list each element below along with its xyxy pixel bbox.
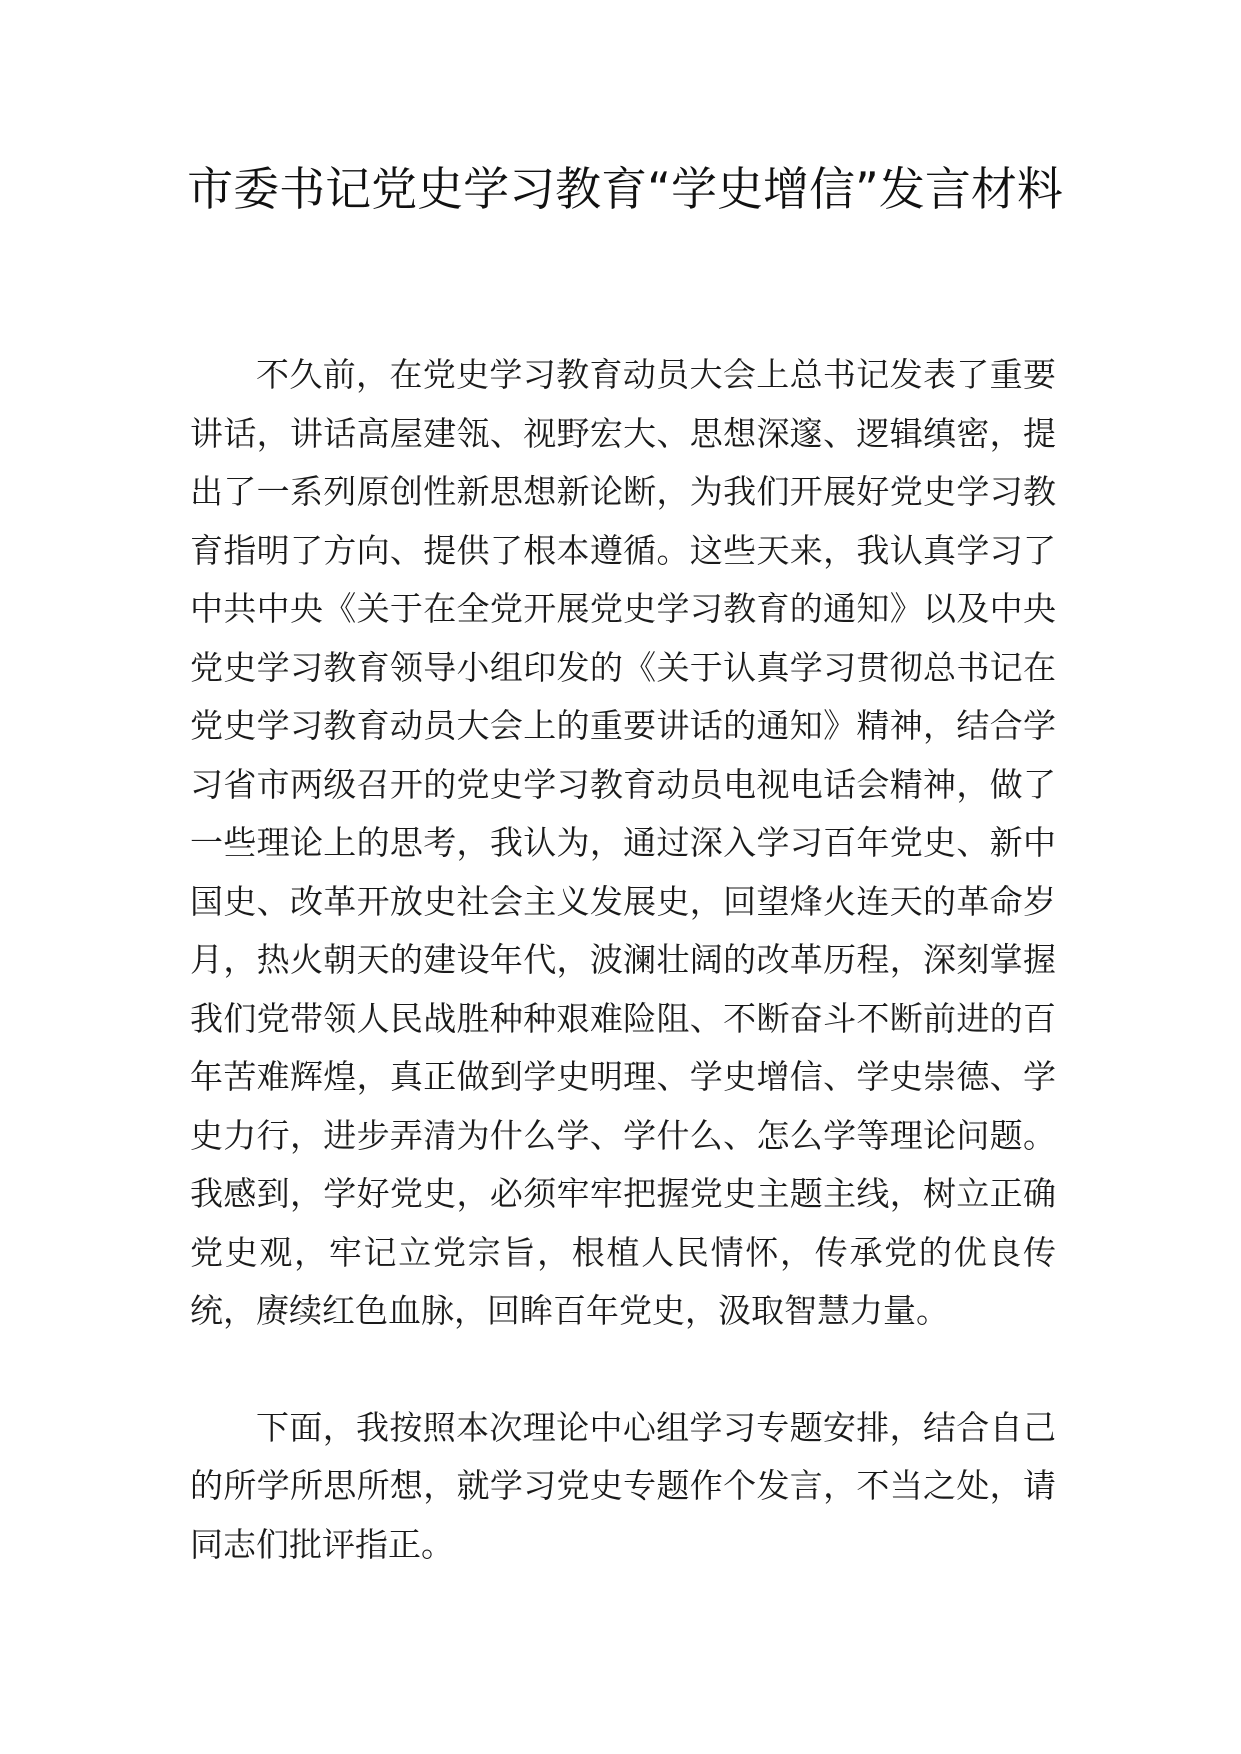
body-paragraph-2: 下面，我按照本次理论中心组学习专题安排，结合自己的所学所思所想，就学习党史专题作个发言，不当之处，请同志们批评指正。 (190, 1407, 1056, 1564)
document-title: 市委书记党史学习教育“学史增信”发言材料 (187, 162, 1063, 216)
document-body (190, 346, 1056, 1574)
body-paragraph-1: 不久前，在党史学习教育动员大会上总书记发表了重要讲话，讲话高屋建瓴、视野宏大、思想深邃、逻辑缜密，提出了一系列原创性新思想新论断，为我们开展好党史学习教育指明了方向、提供了根本遵循。这些天来，我认真学习了中共中央《关于在全党开展党史学习教育的通知》以及中央党史学习教育领导小组印发的《关于认真学习贯彻总书记在党史学习教育动员大会上的重要讲话的通知》精神，结合学习省市两级召开的党史学习教育动员电视电话会精神，做了一些理论上的思考，我认为，通过深入学习百年党史、新中国史、改革开放史社会主义发展史，回望烽火连天的革命岁月，热火朝天的建设年代，波澜壮阔的改革历程，深刻掌握我们党带领人民战胜种种艰难险阻、不断奋斗不断前进的百年苦难辉煌，真正做到学史明理、学史增信、学史崇德、学史力行，进步弄清为什么学、学什么、怎么学等理论问题。我感到，学好党史，必须牢牢把握党史主题主线，树立正确党史观，牢记立党宗旨，根植人民情怀，传承党的优良传统，赓续红色血脉，回眸百年党史，汲取智慧力量。 (190, 355, 1056, 1330)
